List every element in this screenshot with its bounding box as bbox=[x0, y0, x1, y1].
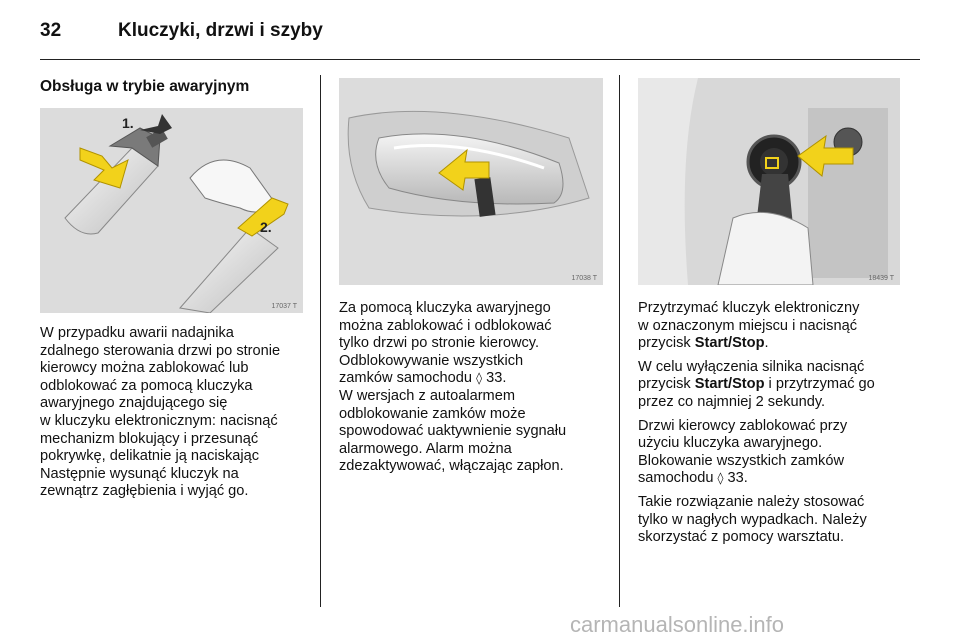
start-stop-illustration bbox=[638, 78, 900, 285]
text-line: Drzwi kierowcy zablokować przy bbox=[638, 417, 848, 434]
column-3-text bbox=[638, 300, 918, 553]
page-number: 32 bbox=[40, 20, 62, 41]
paragraph bbox=[638, 494, 918, 547]
text-line-ref bbox=[638, 470, 918, 488]
text-line: odblokowanie zamków może bbox=[339, 405, 526, 422]
column-2-text bbox=[339, 300, 614, 476]
figure-key-fob bbox=[40, 108, 303, 313]
page-ref-icon[interactable]: ◊ bbox=[717, 471, 724, 486]
text-line: alarmowego. Alarm można bbox=[339, 440, 512, 457]
text-fragment: i przytrzymać go bbox=[764, 376, 875, 393]
paragraph bbox=[638, 359, 918, 412]
text-line: W przypadku awarii nadajnika bbox=[40, 325, 234, 341]
text-line: w kluczyku elektronicznym: nacisnąć bbox=[40, 412, 278, 429]
text-line: zdezaktywować, włączając zapłon. bbox=[339, 458, 564, 475]
text-line bbox=[638, 376, 918, 394]
text-line: zewnątrz zagłębienia i wyjąć go. bbox=[40, 483, 249, 500]
text-line: mechanizm blokujący i przesunąć bbox=[40, 430, 259, 447]
text-fragment: samochodu bbox=[638, 470, 718, 487]
text-fragment: zamków samochodu bbox=[339, 370, 477, 387]
text-line: spowodować uaktywnienie sygnału bbox=[339, 423, 567, 440]
text-line: tylko drzwi po stronie kierowcy. bbox=[339, 335, 540, 352]
text-line: Odblokowywanie wszystkich bbox=[339, 352, 524, 369]
watermark: carmanualsonline.info bbox=[570, 612, 785, 637]
start-stop-keyword: Start/Stop bbox=[694, 335, 765, 352]
text-line: W wersjach z autoalarmem bbox=[339, 387, 515, 404]
text-line: Za pomocą kluczyka awaryjnego bbox=[339, 300, 551, 316]
text-line: awaryjnego znajdującego się bbox=[40, 395, 228, 412]
figure-start-stop bbox=[638, 78, 900, 285]
chapter-title: Kluczyki, drzwi i szyby bbox=[118, 20, 323, 41]
door-handle-illustration bbox=[339, 78, 603, 285]
figure-door-handle bbox=[339, 78, 603, 285]
column-1-text bbox=[40, 325, 315, 501]
section-title: Obsługa w trybie awaryjnym bbox=[40, 78, 250, 95]
page-ref-icon[interactable]: ◊ bbox=[476, 371, 483, 386]
text-line: tylko w nagłych wypadkach. Należy bbox=[638, 511, 867, 528]
text-line-ref bbox=[339, 370, 614, 388]
text-fragment: przycisk bbox=[638, 376, 695, 393]
start-stop-keyword: Start/Stop bbox=[694, 376, 765, 393]
paragraph bbox=[638, 300, 918, 353]
key-fob-illustration bbox=[40, 108, 303, 313]
text-fragment: . bbox=[764, 335, 769, 352]
text-line: przez co najmniej 2 sekundy. bbox=[638, 393, 826, 410]
step-label-2: 2. bbox=[260, 219, 272, 235]
text-fragment: przycisk bbox=[638, 335, 695, 352]
text-line: zdalnego sterowania drzwi po stronie bbox=[40, 342, 281, 359]
text-line: skorzystać z pomocy warsztatu. bbox=[638, 529, 844, 546]
text-line: można zablokować i odblokować bbox=[339, 317, 552, 334]
column-divider-1 bbox=[320, 75, 321, 607]
text-line: użyciu kluczyka awaryjnego. bbox=[638, 435, 823, 452]
figure-code: 18439 T bbox=[868, 275, 894, 282]
text-line bbox=[638, 335, 918, 353]
column-divider-2 bbox=[619, 75, 620, 607]
paragraph bbox=[638, 418, 918, 488]
text-line: Blokowanie wszystkich zamków bbox=[638, 452, 845, 469]
figure-code: 17038 T bbox=[571, 275, 597, 282]
text-line: pokrywkę, delikatnie ją naciskając bbox=[40, 448, 260, 465]
page-header bbox=[40, 20, 920, 60]
text-line: w oznaczonym miejscu i nacisnąć bbox=[638, 317, 857, 334]
text-line: Następnie wysunąć kluczyk na bbox=[40, 465, 239, 482]
page-ref[interactable]: 33. bbox=[482, 370, 507, 387]
text-line: kierowcy można zablokować lub bbox=[40, 360, 249, 377]
header-rule bbox=[40, 59, 920, 60]
step-label-1: 1. bbox=[122, 115, 134, 131]
text-line: W celu wyłączenia silnika nacisnąć bbox=[638, 358, 865, 375]
figure-code: 17037 T bbox=[271, 303, 297, 310]
text-line: Przytrzymać kluczyk elektroniczny bbox=[638, 300, 860, 316]
text-line: odblokować za pomocą kluczyka bbox=[40, 377, 253, 394]
page-ref[interactable]: 33. bbox=[723, 470, 748, 487]
text-line: Takie rozwiązanie należy stosować bbox=[638, 493, 865, 510]
